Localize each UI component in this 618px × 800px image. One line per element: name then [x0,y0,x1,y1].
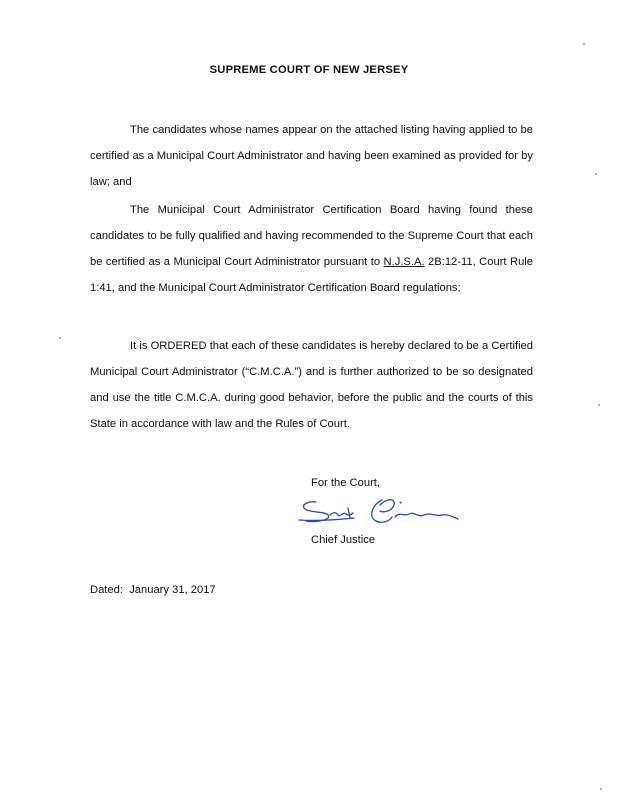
dated-value: January 31, 2017 [129,584,216,596]
document-title: SUPREME COURT OF NEW JERSEY [209,64,409,76]
paragraph-certification-board [90,197,533,301]
scan-speck [583,43,585,45]
paragraph-board-text-start: The Municipal Court Administrator Certification Board having found these candidates to be fully qualified and having recommended to the Supreme Court that each be certified as a Municipal Court Administrator pursuant to [90,204,533,268]
dated-label: Dated: [90,584,123,596]
paragraph-board-text-end: 2B:12-11, Court Rule 1:41, and the Municipal Court Administrator Certification Board regulations; [90,256,533,294]
scan-speck [600,788,602,790]
paragraph-order-text: It is ORDERED that each of these candidates is hereby declared to be a Certified Municipal Court Administrator (“C.M.C.A.”) and is further authorized to be so designated and use the title C.M.C.A. during good behavior, before the public and the courts of this State in accordance with law and the Rules of Court. [90,340,533,430]
signature-image [296,493,462,529]
signatory-title: Chief Justice [311,534,376,546]
scan-speck [595,173,597,175]
paragraph-order [90,333,533,437]
dated-line [90,584,216,596]
paragraph-candidates [90,117,533,195]
paragraph-candidates-text: The candidates whose names appear on the attached listing having applied to be certified as a Municipal Court Administrator and having been examined as provided for by law; and [90,124,533,188]
closing-line: For the Court, [311,477,381,489]
scan-speck [598,404,600,406]
scan-speck [59,337,61,339]
statute-reference: N.J.S.A. [383,256,425,268]
